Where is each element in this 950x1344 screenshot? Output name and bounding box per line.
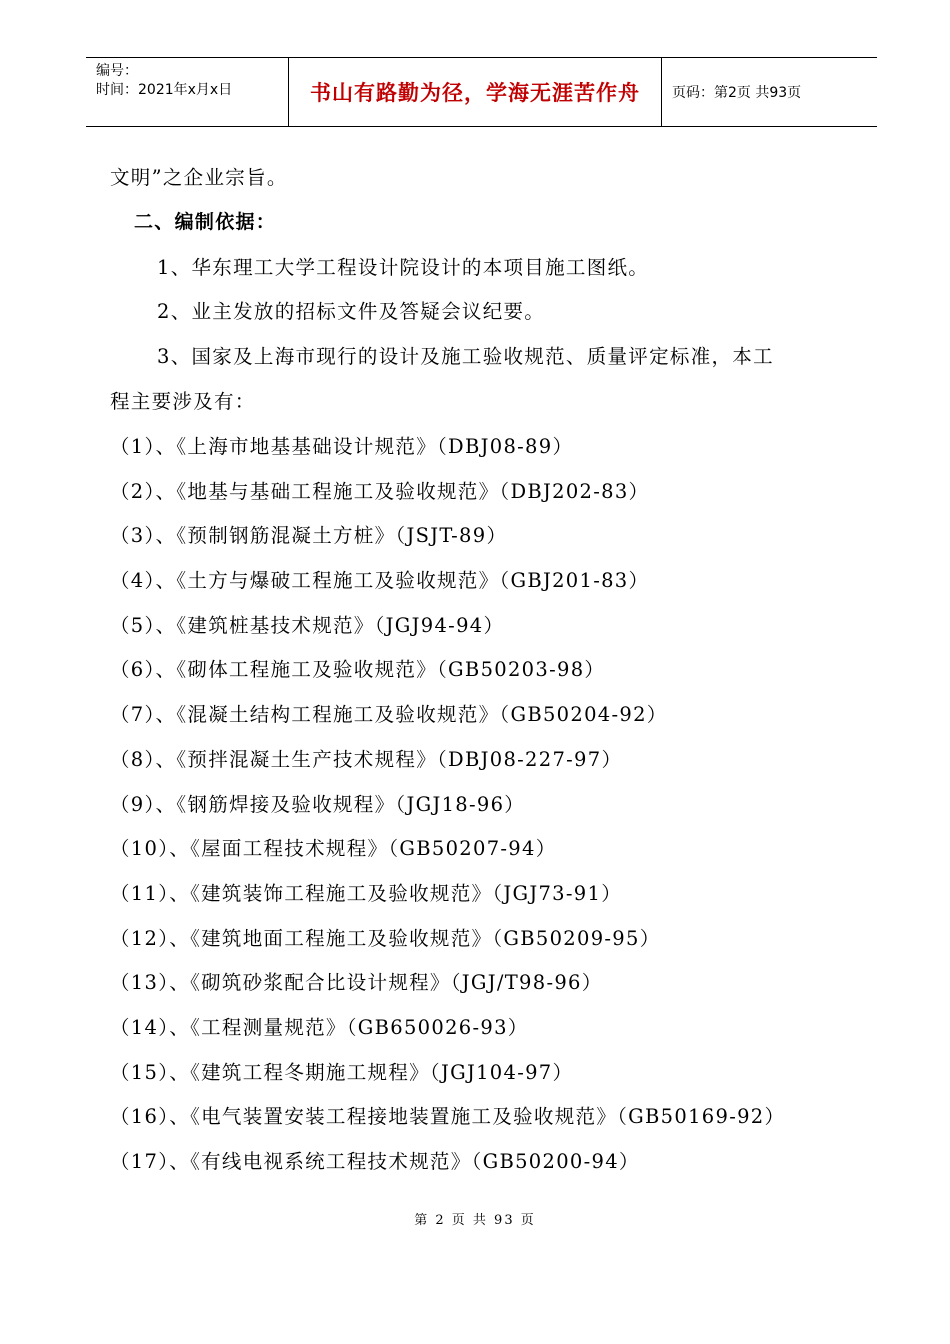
standard-item: （9）、《钢筋焊接及验收规程》（JGJ18-96） — [110, 793, 526, 816]
basis-paragraph-1: 1、华东理工大学工程设计院设计的本项目施工图纸。 — [157, 256, 650, 279]
section-heading: 二、编制依据： — [134, 211, 277, 233]
standard-item: （4）、《土方与爆破工程施工及验收规范》（GBJ201-83） — [110, 569, 650, 592]
standard-item: （10）、《屋面工程技术规程》（GB50207-94） — [110, 837, 557, 860]
page-footer: 第 2 页 共 93 页 — [414, 1213, 536, 1228]
basis-paragraph-3-line-1: 3、国家及上海市现行的设计及施工验收规范、质量评定标准，本工 — [157, 345, 774, 368]
header-page-number: 页码：第2页 共93页 — [672, 85, 802, 101]
standard-item: （17）、《有线电视系统工程技术规范》（GB50200-94） — [110, 1150, 640, 1173]
standard-item: （5）、《建筑桩基技术规范》（JGJ94-94） — [110, 614, 505, 637]
page-header — [86, 57, 877, 127]
standard-item: （12）、《建筑地面工程施工及验收规范》（GB50209-95） — [110, 927, 661, 950]
header-meta — [86, 58, 288, 126]
standard-item: （16）、《电气装置安装工程接地装置施工及验收规范》（GB50169-92） — [110, 1105, 786, 1128]
document-date-label: 时间：2021年x月x日 — [96, 82, 233, 98]
standard-item: （15）、《建筑工程冬期施工规程》（JGJ104-97） — [110, 1061, 574, 1084]
standard-item: （3）、《预制钢筋混凝土方桩》（JSJT-89） — [110, 524, 508, 547]
standard-item: （7）、《混凝土结构工程施工及验收规范》（GB50204-92） — [110, 703, 668, 726]
header-motto: 书山有路勤为径，学海无涯苦作舟 — [288, 58, 662, 126]
standard-item: （14）、《工程测量规范》（GB650026-93） — [110, 1016, 529, 1039]
standard-item: （6）、《砌体工程施工及验收规范》（GB50203-98） — [110, 658, 606, 681]
basis-paragraph-3-line-2: 程主要涉及有： — [110, 390, 256, 413]
standard-item: （11）、《建筑装饰工程施工及验收规范》（JGJ73-91） — [110, 882, 622, 905]
standard-item: （13）、《砌筑砂浆配合比设计规程》（JGJ/T98-96） — [110, 971, 603, 994]
standard-item: （8）、《预拌混凝土生产技术规程》（DBJ08-227-97） — [110, 748, 623, 771]
document-number-label: 编号： — [96, 63, 138, 79]
standard-item: （2）、《地基与基础工程施工及验收规范》（DBJ202-83） — [110, 480, 650, 503]
continued-text-line: 文明”之企业宗旨。 — [110, 166, 288, 189]
standard-item: （1）、《上海市地基基础设计规范》（DBJ08-89） — [110, 435, 574, 458]
basis-paragraph-2: 2、业主发放的招标文件及答疑会议纪要。 — [157, 300, 546, 323]
